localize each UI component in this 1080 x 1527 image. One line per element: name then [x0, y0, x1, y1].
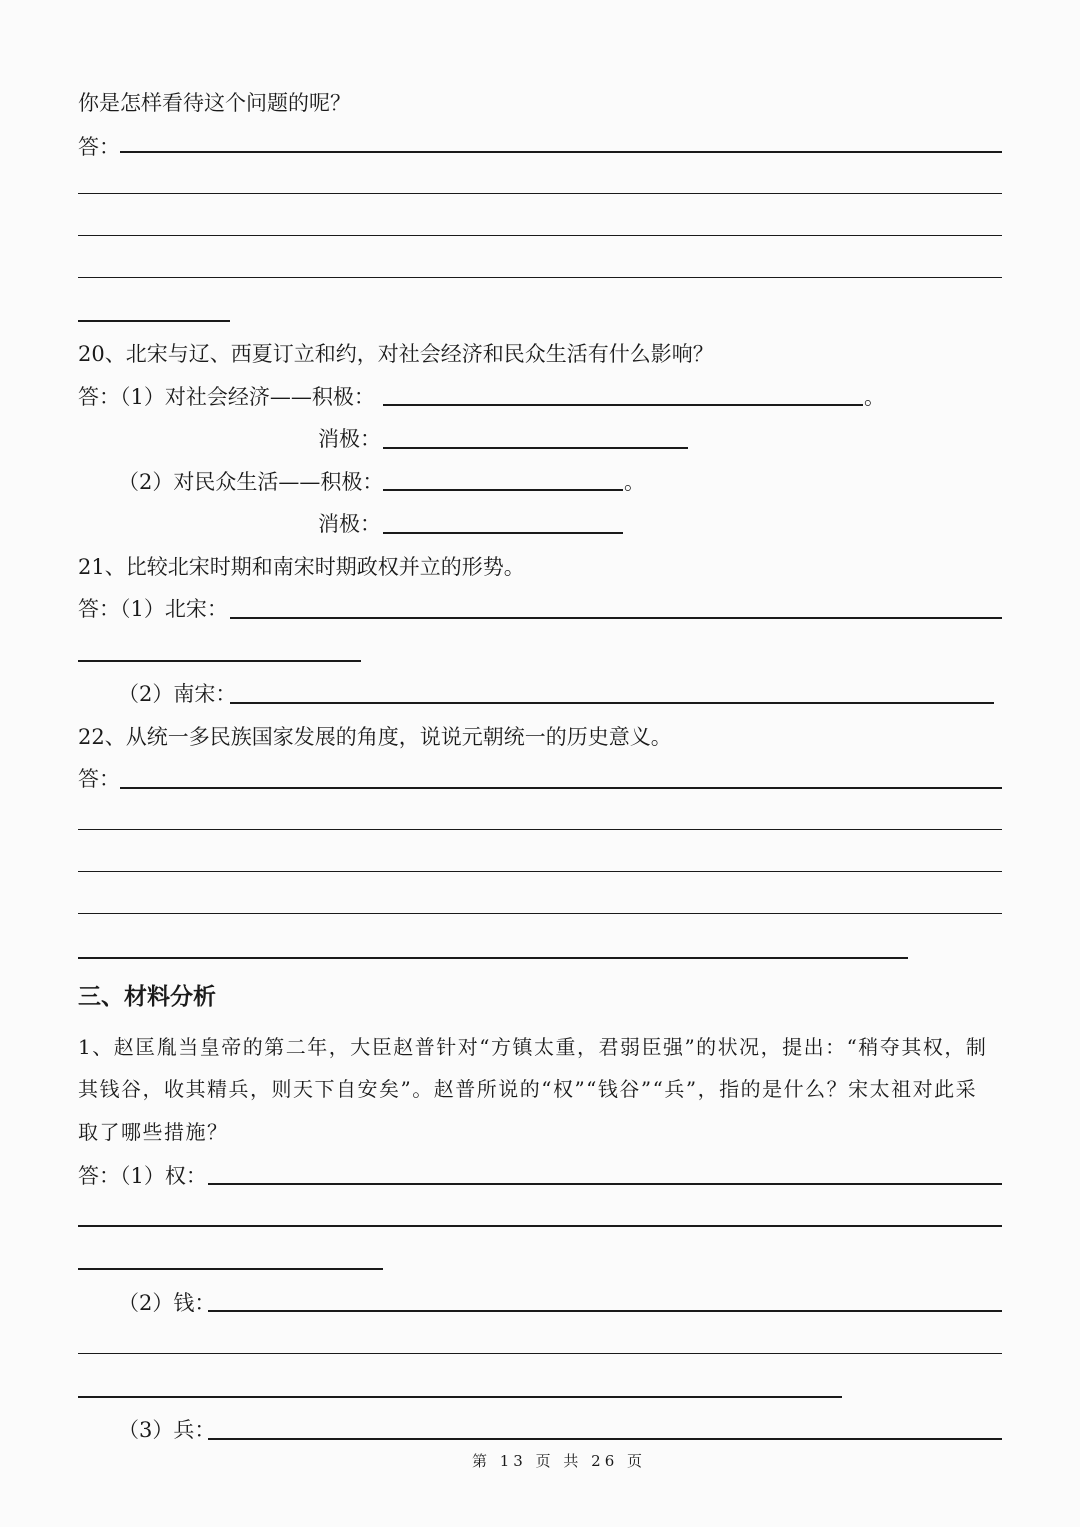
- q21-answer-label: 答：（1）北宋：: [78, 597, 228, 621]
- answer-line[interactable]: [78, 193, 1002, 194]
- q20-period: 。: [864, 385, 885, 409]
- q20-negative-label2: 消极：: [318, 512, 381, 536]
- answer-line[interactable]: [78, 871, 1002, 872]
- s3-part2-label: （2）钱：: [118, 1291, 216, 1315]
- q20-prompt: 20、北宋与辽、西夏订立和约，对社会经济和民众生活有什么影响？: [78, 342, 714, 366]
- answer-line[interactable]: [78, 1268, 383, 1270]
- answer-line[interactable]: [120, 151, 1002, 153]
- answer-line[interactable]: [120, 787, 1002, 789]
- answer-line[interactable]: [208, 1310, 1002, 1312]
- q22-prompt: 22、从统一多民族国家发展的角度，说说元朝统一的历史意义。: [78, 725, 672, 749]
- material-question-line: 1、赵匡胤当皇帝的第二年，大臣赵普针对“方镇太重，君弱臣强”的状况，提出：“稍夺其权，制: [78, 1035, 988, 1059]
- q20-period2: 。: [624, 470, 645, 494]
- answer-line[interactable]: [78, 320, 230, 322]
- q20-answer-label: 答：（1）对社会经济——积极：: [78, 385, 375, 409]
- answer-line[interactable]: [230, 702, 994, 704]
- material-question-line: 其钱谷，收其精兵，则天下自安矣”。赵普所说的“权”“钱谷”“兵”，指的是什么？宋太祖对此采: [78, 1077, 978, 1101]
- page-number: 第 13 页 共 26 页: [472, 1452, 647, 1470]
- answer-line[interactable]: [383, 532, 623, 534]
- answer-line[interactable]: [78, 1353, 1002, 1354]
- s3-part3-label: （3）兵：: [118, 1418, 216, 1442]
- answer-line[interactable]: [383, 404, 863, 406]
- answer-line[interactable]: [383, 489, 623, 491]
- answer-line[interactable]: [230, 617, 1002, 619]
- answer-line[interactable]: [78, 957, 908, 959]
- q21-prompt: 21、比较北宋时期和南宋时期政权并立的形势。: [78, 555, 525, 579]
- answer-line[interactable]: [78, 277, 1002, 278]
- answer-line[interactable]: [208, 1438, 1002, 1440]
- q19-answer-label: 答：: [78, 135, 120, 159]
- answer-line[interactable]: [208, 1183, 1002, 1185]
- q19-prompt: 你是怎样看待这个问题的呢？: [78, 91, 351, 115]
- answer-line[interactable]: [78, 913, 1002, 914]
- answer-line[interactable]: [78, 829, 1002, 830]
- material-question-line: 取了哪些措施？: [78, 1120, 229, 1144]
- answer-line[interactable]: [78, 1396, 842, 1398]
- answer-line[interactable]: [78, 660, 361, 662]
- q20-negative-label: 消极：: [318, 427, 381, 451]
- answer-line[interactable]: [78, 1225, 1002, 1227]
- section-heading: 三、材料分析: [78, 984, 216, 1010]
- answer-line[interactable]: [383, 447, 688, 449]
- s3-answer-label: 答：（1）权：: [78, 1164, 207, 1188]
- q22-answer-label: 答：: [78, 767, 120, 791]
- q20-part2-label: （2）对民众生活——积极：: [118, 470, 384, 494]
- q21-part2-label: （2）南宋：: [118, 682, 237, 706]
- answer-line[interactable]: [78, 235, 1002, 236]
